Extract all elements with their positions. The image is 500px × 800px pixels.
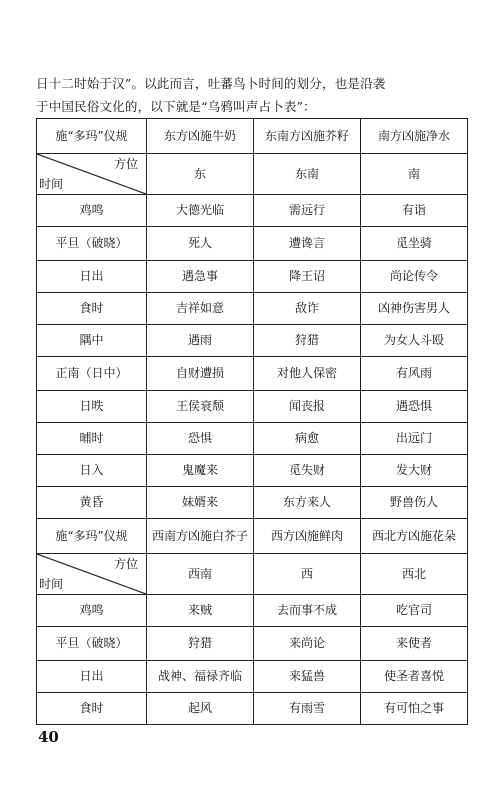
ritual-label-cell: 施“多玛”仪规 <box>37 119 147 154</box>
direction-cell: 西北 <box>361 554 468 595</box>
time-cell: 平旦（破晓） <box>37 627 147 661</box>
ritual-direction-cell: 南方凶施净水 <box>361 119 468 154</box>
time-cell: 鸡鸣 <box>37 595 147 627</box>
omen-cell: 来尚论 <box>254 627 361 661</box>
time-cell: 黄昏 <box>37 487 147 519</box>
omen-cell: 有诣 <box>361 195 468 227</box>
omen-cell: 遭谗言 <box>254 227 361 261</box>
omen-cell: 病愈 <box>254 423 361 455</box>
direction-row <box>37 154 468 195</box>
ritual-direction-cell: 西方凶施鲜肉 <box>254 519 361 554</box>
omen-cell: 使圣者喜悦 <box>361 661 468 693</box>
time-cell: 隅中 <box>37 325 147 357</box>
omen-cell: 发大财 <box>361 455 468 487</box>
omen-cell: 尚论传令 <box>361 261 468 293</box>
omen-cell: 来使者 <box>361 627 468 661</box>
table-row <box>37 261 468 293</box>
time-cell: 日入 <box>37 455 147 487</box>
direction-row <box>37 554 468 595</box>
omen-cell: 对他人保密 <box>254 357 361 391</box>
omen-cell: 吃官司 <box>361 595 468 627</box>
time-cell: 鸡鸣 <box>37 195 147 227</box>
time-cell: 平旦（破晓） <box>37 227 147 261</box>
omen-cell: 敌诈 <box>254 293 361 325</box>
time-cell: 日出 <box>37 661 147 693</box>
direction-cell: 南 <box>361 154 468 195</box>
table-row <box>37 627 468 661</box>
ritual-direction-cell: 西北方凶施花朵 <box>361 519 468 554</box>
omen-cell: 觅失财 <box>254 455 361 487</box>
time-cell: 食时 <box>37 693 147 725</box>
time-cell: 日出 <box>37 261 147 293</box>
omen-cell: 自财遭损 <box>147 357 254 391</box>
table-row <box>37 391 468 423</box>
omen-cell: 死人 <box>147 227 254 261</box>
direction-cell: 西南 <box>147 554 254 595</box>
omen-cell: 狩猎 <box>147 627 254 661</box>
ritual-direction-cell: 东南方凶施芥籽 <box>254 119 361 154</box>
omen-cell: 去而事不成 <box>254 595 361 627</box>
ritual-header-row <box>37 519 468 554</box>
table-row <box>37 487 468 519</box>
table-row <box>37 423 468 455</box>
omen-cell: 需远行 <box>254 195 361 227</box>
omen-cell: 闻丧报 <box>254 391 361 423</box>
omen-cell: 觅坐骑 <box>361 227 468 261</box>
omen-cell: 有雨雪 <box>254 693 361 725</box>
table-row <box>37 227 468 261</box>
omen-cell: 遇恐惧 <box>361 391 468 423</box>
table-row <box>37 455 468 487</box>
table-row <box>37 325 468 357</box>
time-cell: 晡时 <box>37 423 147 455</box>
omen-cell: 战神、福禄齐临 <box>147 661 254 693</box>
direction-cell: 西 <box>254 554 361 595</box>
omen-cell: 王侯衰颓 <box>147 391 254 423</box>
axis-direction-label: 方位 <box>113 557 138 571</box>
omen-cell: 凶神伤害男人 <box>361 293 468 325</box>
omen-cell: 来贼 <box>147 595 254 627</box>
omen-cell: 降王诏 <box>254 261 361 293</box>
omen-cell: 遇急事 <box>147 261 254 293</box>
omen-cell: 为女人斗殴 <box>361 325 468 357</box>
axis-corner-cell <box>37 554 147 595</box>
time-cell: 正南（日中） <box>37 357 147 391</box>
axis-time-label: 时间 <box>39 577 64 591</box>
table-row <box>37 595 468 627</box>
intro-line-1: 日十二时始于汉”。以此而言，吐蕃鸟卜时间的划分，也是沿袭 <box>36 76 386 91</box>
intro-text <box>36 72 468 118</box>
table-row <box>37 693 468 725</box>
omen-cell: 有可怕之事 <box>361 693 468 725</box>
omen-cell: 东方来人 <box>254 487 361 519</box>
ritual-direction-cell: 东方凶施牛奶 <box>147 119 254 154</box>
ritual-header-row <box>37 119 468 154</box>
omen-cell: 起风 <box>147 693 254 725</box>
axis-time-label: 时间 <box>39 177 64 191</box>
omen-cell: 大德光临 <box>147 195 254 227</box>
table-row <box>37 195 468 227</box>
table-row <box>37 661 468 693</box>
omen-cell: 有风雨 <box>361 357 468 391</box>
table-row <box>37 293 468 325</box>
omen-cell: 恐惧 <box>147 423 254 455</box>
time-cell: 食时 <box>37 293 147 325</box>
axis-direction-label: 方位 <box>113 157 138 171</box>
axis-corner-cell <box>37 154 147 195</box>
intro-line-2: 于中国民俗文化的，以下就是“乌鸦叫声占卜表”： <box>36 99 316 114</box>
omen-cell: 野兽伤人 <box>361 487 468 519</box>
omen-cell: 来猛兽 <box>254 661 361 693</box>
crow-call-divination-table <box>36 118 468 725</box>
ritual-direction-cell: 西南方凶施白芥子 <box>147 519 254 554</box>
omen-cell: 妹婿来 <box>147 487 254 519</box>
omen-cell: 吉祥如意 <box>147 293 254 325</box>
direction-cell: 东 <box>147 154 254 195</box>
ritual-label-cell: 施“多玛”仪规 <box>37 519 147 554</box>
omen-cell: 鬼魔来 <box>147 455 254 487</box>
time-cell: 日昳 <box>37 391 147 423</box>
direction-cell: 东南 <box>254 154 361 195</box>
omen-cell: 出远门 <box>361 423 468 455</box>
table-row <box>37 357 468 391</box>
omen-cell: 狩猎 <box>254 325 361 357</box>
omen-cell: 遇雨 <box>147 325 254 357</box>
page-number: 40 <box>38 728 59 746</box>
